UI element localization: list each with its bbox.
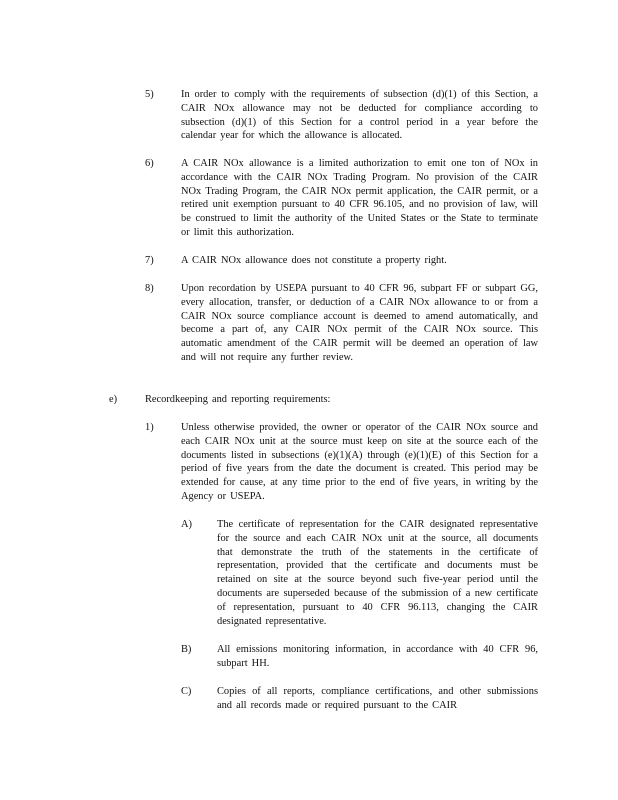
- sub-item-letter: A): [181, 519, 192, 530]
- sub-item-text: Copies of all reports, compliance certifications, and other submissions and all records made or required pursuant to the CAIR: [217, 686, 538, 711]
- item-number: 1): [145, 422, 154, 433]
- item-number: 5): [145, 89, 154, 100]
- item-text: In order to comply with the requirements of subsection (d)(1) of this Section, a CAIR NOx allowance may not be deducted for compliance according to subsection (d)(1) of this Section for a control period in a year before the calendar year for which the allowance is allocated.: [181, 89, 538, 142]
- item-text: Upon recordation by USEPA pursuant to 40 CFR 96, subpart FF or subpart GG, every allocation, transfer, or deduction of a CAIR NOx allowance to or from a CAIR NOx source compliance account is deemed to amend automatically, and become a part of, any CAIR NOx permit of the CAIR NOx source. This automatic amendment of the CAIR permit will be deemed an operation of law and will not require any further review.: [181, 283, 538, 363]
- item-text: A CAIR NOx allowance is a limited authorization to emit one ton of NOx in accordance with the CAIR NOx Trading Program. No provision of the CAIR NOx Trading Program, the CAIR NOx permit application, the CAIR permit, or a retired unit exemption pursuant to 40 CFR 96.105, and no provision of law, will be construed to limit the authority of the United States or the State to terminate or limit this authorization.: [181, 158, 538, 238]
- sub-item-letter: C): [181, 686, 192, 697]
- item-text: A CAIR NOx allowance does not constitute a property right.: [181, 255, 447, 266]
- item-number: 8): [145, 283, 154, 294]
- sub-item-text: All emissions monitoring information, in accordance with 40 CFR 96, subpart HH.: [217, 644, 538, 669]
- subsection-letter: e): [109, 394, 118, 405]
- subsection-heading: Recordkeeping and reporting requirements:: [145, 394, 331, 405]
- sub-item-letter: B): [181, 644, 192, 655]
- item-number: 6): [145, 158, 154, 169]
- item-text: Unless otherwise provided, the owner or operator of the CAIR NOx source and each CAIR NOx unit at the source must keep on site at the source each of the documents listed in subsections (e)(1)(A) through (e)(1)(E) of this Section for a period of five years from the date the document is created. This period may be extended for cause, at any time prior to the end of five years, in writing by the Agency or USEPA.: [181, 422, 538, 502]
- sub-item-text: The certificate of representation for the CAIR designated representative for the source and each CAIR NOx unit at the source, all documents that demonstrate the truth of the statements in the certificate of representation, provided that the certificate and documents must be retained on site at the source beyond such five-year period until the documents are superseded because of the submission of a new certificate of representation, pursuant to 40 CFR 96.113, changing the CAIR designated representative.: [217, 519, 538, 627]
- item-number: 7): [145, 255, 154, 266]
